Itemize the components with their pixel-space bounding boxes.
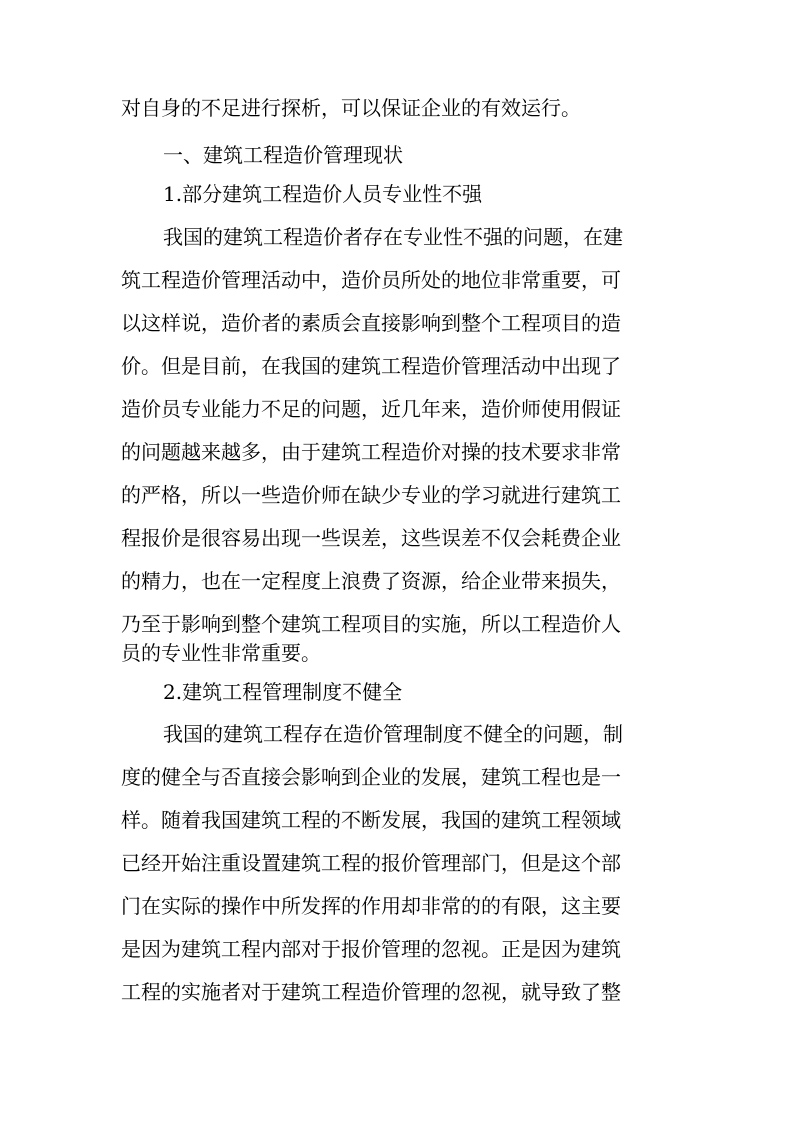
paragraph-line: 我国的建筑工程存在造价管理制度不健全的问题，制 [163, 722, 623, 746]
paragraph-line: 样。随着我国建筑工程的不断发展，我国的建筑工程领域 [121, 808, 621, 832]
paragraph-line: 工程的实施者对于建筑工程造价管理的忽视，就导致了整 [121, 980, 621, 1004]
paragraph-line: 是因为建筑工程内部对于报价管理的忽视。正是因为建筑 [121, 937, 621, 961]
paragraph-line: 的精力，也在一定程度上浪费了资源，给企业带来损失， [121, 569, 621, 593]
paragraph-line: 门在实际的操作中所发挥的作用却非常的的有限，这主要 [121, 894, 621, 918]
paragraph-line: 以这样说，造价者的素质会直接影响到整个工程项目的造 [121, 311, 621, 335]
paragraph-line: 已经开始注重设置建筑工程的报价管理部门，但是这个部 [121, 851, 621, 875]
subsection-heading: 2.建筑工程管理制度不健全 [163, 680, 403, 704]
paragraph-line: 乃至于影响到整个建筑工程项目的实施，所以工程造价人 [121, 612, 621, 636]
paragraph-line: 度的健全与否直接会影响到企业的发展，建筑工程也是一 [121, 765, 621, 789]
section-heading: 一、建筑工程造价管理现状 [163, 143, 403, 167]
paragraph-line: 的严格，所以一些造价师在缺少专业的学习就进行建筑工 [121, 483, 621, 507]
paragraph-line: 对自身的不足进行探析，可以保证企业的有效运行。 [121, 96, 581, 120]
paragraph-line: 员的专业性非常重要。 [121, 641, 321, 665]
paragraph-line: 的问题越来越多，由于建筑工程造价对操的技术要求非常 [121, 440, 621, 464]
paragraph-line: 造价员专业能力不足的问题，近几年来，造价师使用假证 [121, 397, 621, 421]
paragraph-line: 我国的建筑工程造价者存在专业性不强的问题，在建 [163, 225, 623, 249]
paragraph-line: 价。但是目前，在我国的建筑工程造价管理活动中出现了 [121, 354, 621, 378]
paragraph-line: 程报价是很容易出现一些误差，这些误差不仅会耗费企业 [121, 526, 621, 550]
paragraph-line: 筑工程造价管理活动中，造价员所处的地位非常重要，可 [121, 268, 621, 292]
subsection-heading: 1.部分建筑工程造价人员专业性不强 [163, 182, 483, 206]
